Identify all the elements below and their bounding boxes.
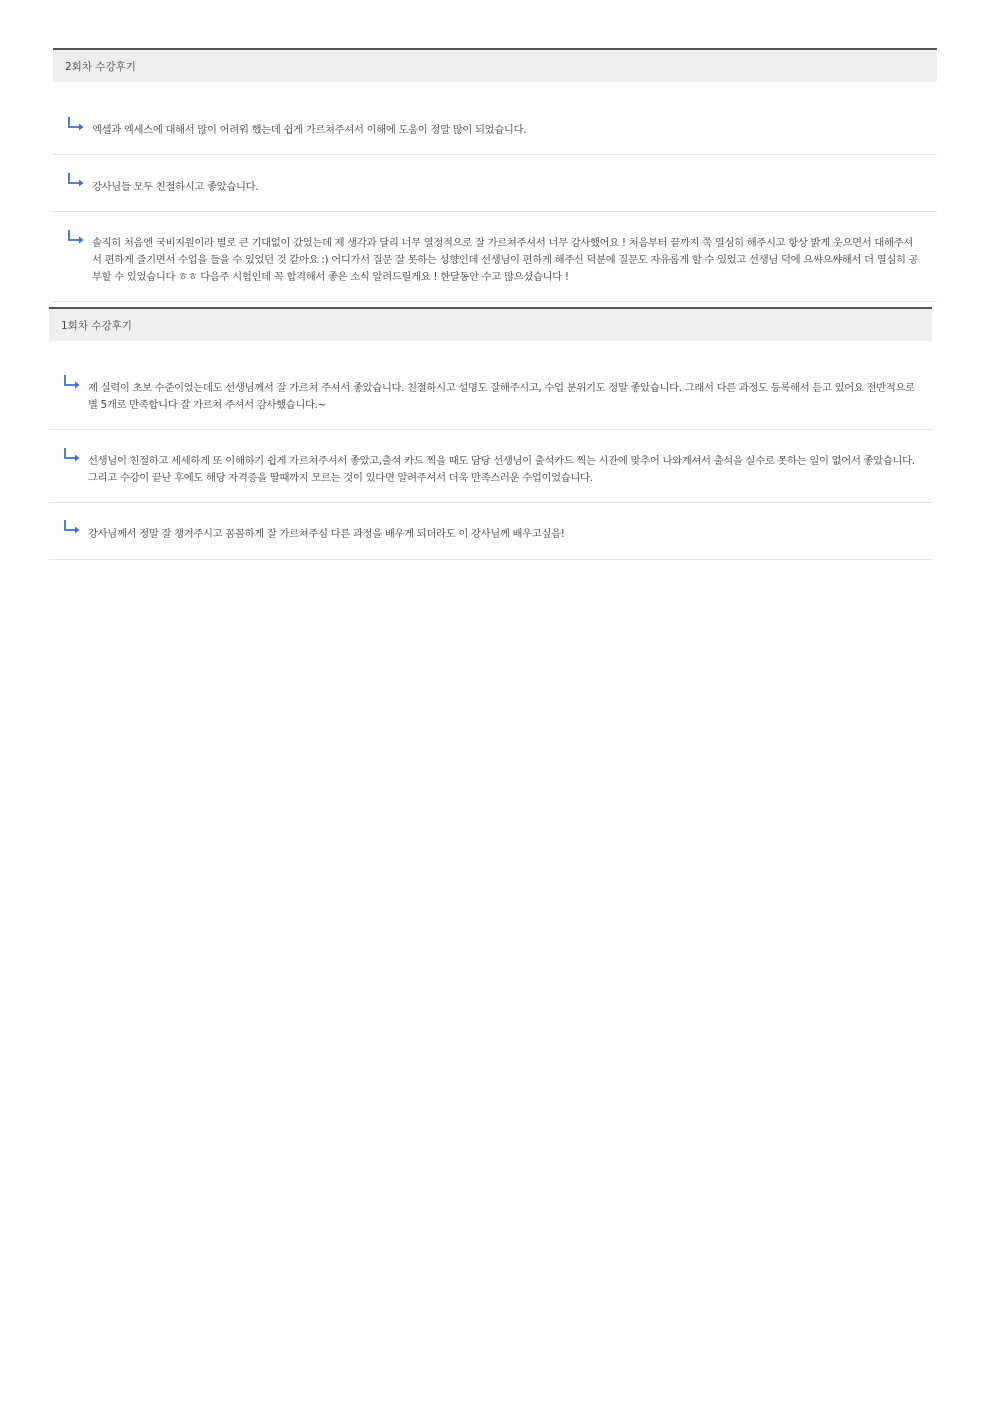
review-text: 강사님들 모두 친절하시고 좋았습니다. — [92, 181, 259, 193]
review-text: 엑셀과 엑세스에 대해서 많이 어려워 했는데 쉽게 가르쳐주셔서 이해에 도움이 정말 많이 되었습니다. — [92, 124, 527, 136]
review-text: 선생님이 친절하고 세세하게 또 이해하기 쉽게 가르쳐주셔서 좋았고,출석 카드 찍을 때도 담당 선생님이 출석카드 찍는 시간에 맞추어 나와계셔서 출석을 실수로 못하는 일이 없어서 좋았습니다.그리고 수강이 끝난 후에도 해당 자격증을 딸때까지 모르는 것이 있다면 알려주셔서 더욱 만족스러운 수업이었습니다. — [88, 455, 915, 484]
review-text: 제 실력이 초보 수준이었는데도 선생님께서 잘 가르쳐 주셔서 좋았습니다. 친절하시고 설명도 잘해주시고, 수업 분위기도 정말 좋았습니다. 그래서 다른 과정도 등록해서 듣고 있어요 전반적으로 별 5개로 만족합니다 잘 가르쳐 주셔서 감사했습니다.~ — [88, 382, 915, 411]
review-section-2 — [53, 48, 937, 302]
reply-arrow-icon — [67, 229, 85, 245]
reply-arrow-icon — [67, 116, 85, 132]
reply-arrow-icon — [63, 374, 81, 390]
review-text: 강사님께서 정말 잘 챙겨주시고 꼼꼼하게 잘 가르쳐주심 다른 과정을 배우게 되더라도 이 강사님께 배우고싶음! — [88, 528, 565, 540]
review-text: 솔직히 처음엔 국비지원이라 별로 큰 기대없이 갔었는데 제 생각과 달리 너무 열정적으로 잘 가르쳐주셔서 너무 감사했어요 ! 처음부터 끝까지 쭉 열심히 해주시고 항상 밝게 웃으면서 대해주셔서 편하게 즐기면서 수업을 들을 수 있었던 것 같아요 :) 어디가서 질문 잘 못하는 성향인데 선생님이 편하게 해주신 덕분에 질문도 자유롭게 할 수 있었고 선생님 덕에 으쌰으쌰해서 더 열심히 공부할 수 있었습니다 ㅎㅎ 다음주 시험인데 꼭 합격해서 좋은 소식 알려드릴게요 ! 한달동안 수고 많으셨습니다 ! — [92, 237, 919, 283]
review-item — [49, 430, 932, 503]
reply-arrow-icon — [63, 447, 81, 463]
review-item — [53, 82, 937, 155]
reply-arrow-icon — [67, 172, 85, 188]
review-item — [53, 212, 937, 302]
section-title: 1회차 수강후기 — [49, 307, 932, 341]
review-item — [49, 503, 932, 560]
review-section-1 — [49, 307, 932, 560]
reply-arrow-icon — [63, 519, 81, 535]
section-title: 2회차 수강후기 — [53, 48, 937, 82]
review-item — [53, 155, 937, 212]
review-item — [49, 341, 932, 430]
